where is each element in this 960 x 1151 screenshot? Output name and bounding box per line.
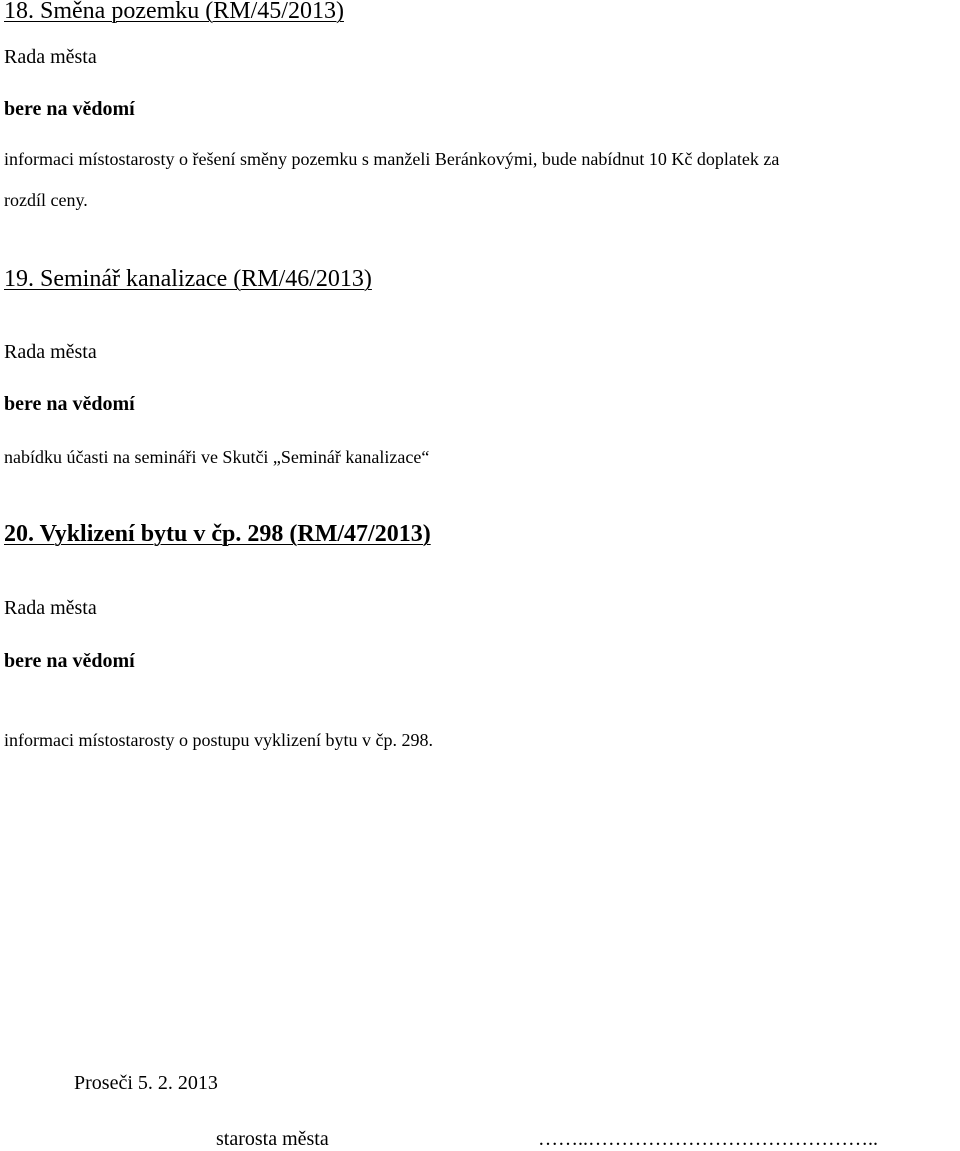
section-19-text: nabídku účasti na semináři ve Skutči „Seminář kanalizace“	[4, 447, 430, 467]
section-19-body: Rada města	[4, 341, 97, 363]
footer-place-date: Proseči 5. 2. 2013	[74, 1072, 218, 1094]
section-18-body: Rada města	[4, 46, 97, 68]
section-20-body: Rada města	[4, 597, 97, 619]
section-20-action: bere na vědomí	[4, 650, 135, 672]
section-19-action: bere na vědomí	[4, 393, 135, 415]
footer-signatory: starosta města	[216, 1128, 329, 1150]
section-18-text-line2: rozdíl ceny.	[4, 190, 88, 210]
section-18-text-line1: informaci místostarosty o řešení směny pozemku s manželi Beránkovými, bude nabídnut 10 Kč doplatek za	[4, 149, 780, 169]
section-20-title: 20. Vyklizení bytu v čp. 298 (RM/47/2013)	[4, 521, 431, 547]
section-19-title: 19. Seminář kanalizace (RM/46/2013)	[4, 266, 372, 292]
section-18-action: bere na vědomí	[4, 98, 135, 120]
section-18-title: 18. Směna pozemku (RM/45/2013)	[4, 0, 344, 24]
footer-signature-line: ……..……………………………………..	[538, 1128, 878, 1150]
section-20-text: informaci místostarosty o postupu vyklizení bytu v čp. 298.	[4, 730, 433, 750]
